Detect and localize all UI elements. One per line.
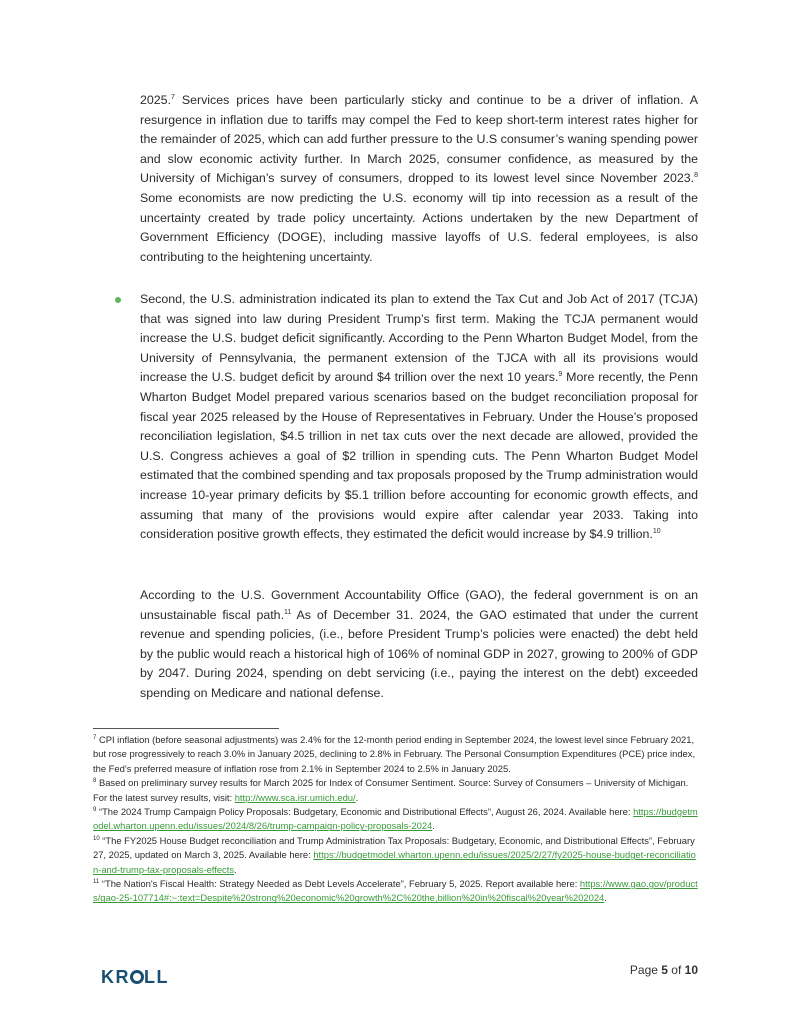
footnote-11 bbox=[93, 877, 699, 906]
footnote-9 bbox=[93, 805, 699, 834]
footnote-text: “The Nation's Fiscal Health: Strategy Needed as Debt Levels Accelerate”, February 5, 2025. Report available here: bbox=[99, 878, 580, 890]
footnote-number: 10 bbox=[93, 835, 100, 842]
footnote-trailing: . bbox=[604, 892, 607, 904]
paragraph-gao bbox=[140, 586, 698, 704]
page-of: of bbox=[667, 963, 685, 977]
paragraph-tcja bbox=[140, 290, 698, 545]
paragraph-text: 2025. bbox=[140, 93, 172, 107]
paragraph-inflation bbox=[140, 91, 698, 267]
footnote-ref[interactable]: 11 bbox=[284, 608, 292, 616]
footnote-divider bbox=[93, 728, 279, 729]
footnote-link[interactable]: https://budgetmodel.wharton.upenn.edu/issues/2024/8/26/trump-campaign-policy-proposals-2024 bbox=[93, 806, 698, 832]
footnote-link[interactable]: https://www.gao.gov/products/gao-25-107714#:~:text=Despite%20strong%20economic%20growth%2C%20the,billion%20in%20fiscal%20year%202024 bbox=[93, 878, 698, 904]
footnote-7 bbox=[93, 733, 699, 776]
paragraph-text: As of December 31. 2024, the GAO estimated that under the current revenue and spending policies, (i.e., before President Trump’s policies were enacted) the debt held by the public would reach a historical high of 106% of nominal GDP in 2027, growing to 200% of GDP by 2047. During 2024, spending on debt servicing (i.e., paying the interest on the debt) exceeded spending on Medicare and national defense. bbox=[140, 607, 699, 700]
page-current: 5 bbox=[661, 963, 668, 977]
footnote-text: CPI inflation (before seasonal adjustments) was 2.4% for the 12-month period ending in September 2024, the lowest level since February 2021, but rose progressively to reach 3.0% in January 2025, declining to 2.8% in February. The Personal Consumption Expenditures (PCE) price index, the Fed’s preferred measure of inflation rose from 2.1% in September 2024 to 2.5% in January 2025. bbox=[93, 734, 696, 774]
footnote-8 bbox=[93, 776, 699, 805]
footnote-10 bbox=[93, 834, 699, 877]
footnote-number: 7 bbox=[93, 734, 97, 741]
footnote-trailing: . bbox=[355, 791, 359, 803]
paragraph-text: According to the U.S. Government Accountability Office (GAO), the federal government is on an unsustainable fiscal path. bbox=[140, 588, 698, 622]
footnote-ref[interactable]: 10 bbox=[652, 528, 661, 535]
footnote-ref[interactable]: 9 bbox=[558, 371, 563, 379]
footnote-link[interactable]: http://www.sca.isr.umich.edu/ bbox=[234, 791, 356, 803]
page-prefix: Page bbox=[629, 963, 662, 977]
paragraph-text: More recently, the Penn Wharton Budget Model prepared various scenarios based on the budget reconciliation proposal for fiscal year 2025 released by the House of Representatives in February. Under the House’s proposed reconciliation legislation, $4.5 trillion in net tax cuts over the next decade are allowed, provided the U.S. Congress achieves a goal of $2 trillion in spending cuts. The Penn Wharton Budget Model estimated that the combined spending and tax proposals proposed by the Trump administration would increase 10-year primary deficits by $5.1 trillion before accounting for economic growth effects, and assuming that many of the provisions would expire after calendar year 2033. Taking into consideration positive growth effects, they estimated the deficit would increase by $4.9 trillion. bbox=[140, 370, 698, 542]
footnote-number: 9 bbox=[93, 806, 97, 813]
footnote-link[interactable]: https://budgetmodel.wharton.upenn.edu/issues/2025/2/27/fy2025-house-budget-reconciliation-and-trump-tax-proposals-effects bbox=[93, 849, 696, 875]
footnotes bbox=[93, 733, 699, 906]
footnote-text: “The 2024 Trump Campaign Policy Proposals: Budgetary, Economic and Distributional Effects”, August 26, 2024. Available here: bbox=[96, 806, 634, 818]
bullet-point bbox=[115, 297, 121, 303]
footnote-trailing: . bbox=[234, 863, 237, 875]
page-total: 10 bbox=[684, 963, 698, 977]
paragraph-text: Services prices have been particularly sticky and continue to be a driver of inflation. A resurgence in inflation due to tariffs may compel the Fed to keep short-term interest rates higher for the remainder of 2025, which can add further pressure to the U.S consumer’s waning spending power and slow economic activity further. In March 2025, consumer confidence, as measured by the University of Michigan’s survey of consumers, dropped to its lowest level since November 2023. bbox=[140, 93, 698, 186]
kroll-logo: KR LL bbox=[101, 967, 169, 987]
paragraph-text: Some economists are now predicting the U.S. economy will tip into recession as a result of the uncertainty created by trade policy uncertainty. Actions undertaken by the new Department of Government Efficiency (DOGE), including massive layoffs of U.S. federal employees, is also contributing to the heightening uncertainty. bbox=[140, 190, 698, 264]
footnote-ref[interactable]: 8 bbox=[694, 172, 698, 180]
footnote-number: 8 bbox=[93, 778, 97, 785]
logo-o-ring-icon bbox=[130, 970, 144, 984]
footnote-number: 11 bbox=[93, 878, 100, 885]
paragraph-text: Second, the U.S. administration indicated its plan to extend the Tax Cut and Job Act of 2017 (TCJA) that was signed into law during President Trump’s first term. Making the TCJA permanent would increase the U.S. budget deficit significantly. According to the Penn Wharton Budget Model, from the University of Pennsylvania, the permanent extension of the TJCA with all its provisions would increase the U.S. budget deficit by around $4 trillion over the next 10 years. bbox=[140, 292, 698, 385]
footnote-text: “The FY2025 House Budget reconciliation and Trump Administration Tax Proposals: Budgetary, Economic, and Distributional Effects”, February 27, 2025, updated on March 3, 2025. Available here: bbox=[93, 834, 695, 861]
page-number bbox=[630, 963, 698, 977]
footnote-trailing: . bbox=[432, 820, 435, 832]
footnote-text: Based on preliminary survey results for March 2025 for Index of Consumer Sentiment. Source: Survey of Consumers – University of Michigan. For the latest survey results, visit: bbox=[93, 777, 689, 803]
footnote-ref[interactable]: 7 bbox=[171, 93, 175, 101]
